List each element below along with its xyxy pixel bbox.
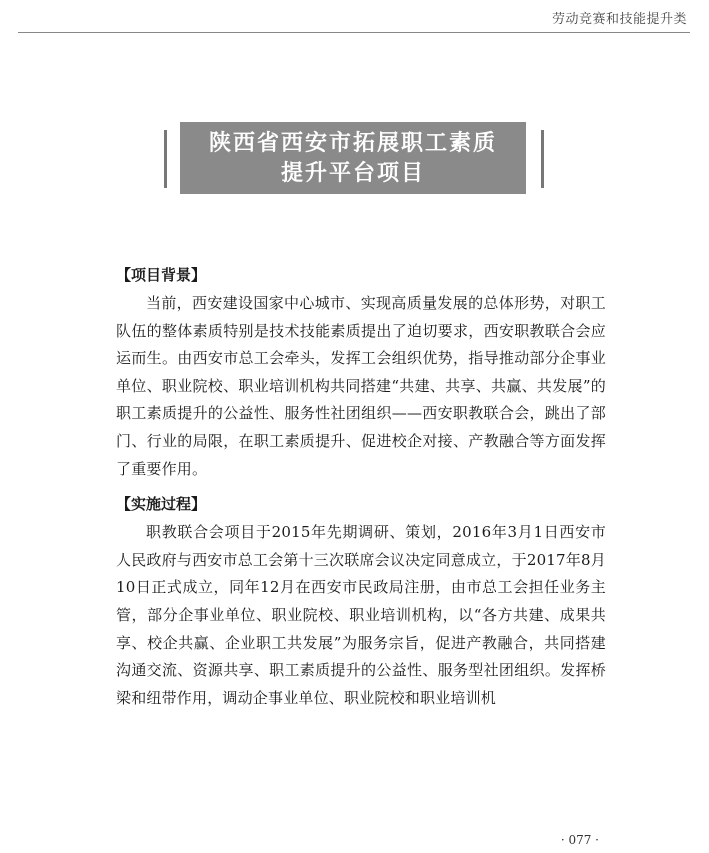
article-title-line-2: 提升平台项目 — [280, 160, 425, 186]
title-right-bar — [541, 130, 544, 188]
page-number: · 077 · — [560, 833, 599, 847]
article-title-block — [164, 122, 544, 194]
article-title-box — [180, 122, 526, 194]
title-left-bar — [164, 130, 167, 188]
article-body — [116, 262, 606, 720]
section-heading-background: 【项目背景】 — [116, 266, 207, 284]
section-heading-process: 【实施过程】 — [116, 495, 207, 514]
running-header: 劳动竞赛和技能提升类 — [551, 12, 687, 27]
section-paragraph-background: 当前，西安建设国家中心城市、实现高质量发展的总体形势，对职工队伍的整体素质特别是技术技能素质提出了迫切要求，西安职教联合会应运而生。由西安市总工会牵头，发挥工会组织优势，指导推动部分企事业单位、职业院校、职业培训机构共同搭建“共建、共享、共赢、共发展”的职工素质提升的公益性、服务性社团组织——西安职教联合会，跳出了部门、行业的局限，在职工素质提升、促进校企对接、产教融合等方面发挥了重要作用。 — [116, 294, 606, 478]
article-title-line-1: 陕西省西安市拓展职工素质 — [208, 130, 497, 156]
header-divider — [18, 32, 690, 33]
section-paragraph-process: 职教联合会项目于2015年先期调研、策划，2016年3月1日西安市人民政府与西安市总工会第十三次联席会议决定同意成立，于2017年8月10日正式成立，同年12月在西安市民政局注册，由市总工会担任业务主管，部分企事业单位、职业院校、职业培训机构，以“各方共建、成果共享、校企共赢、企业职工共发展”为服务宗旨，促进产教融合，共同搭建沟通交流、资源共享、职工素质提升的公益性、服务型社团组织。发挥桥梁和纽带作用，调动企事业单位、职业院校和职业培训机 — [116, 523, 606, 707]
